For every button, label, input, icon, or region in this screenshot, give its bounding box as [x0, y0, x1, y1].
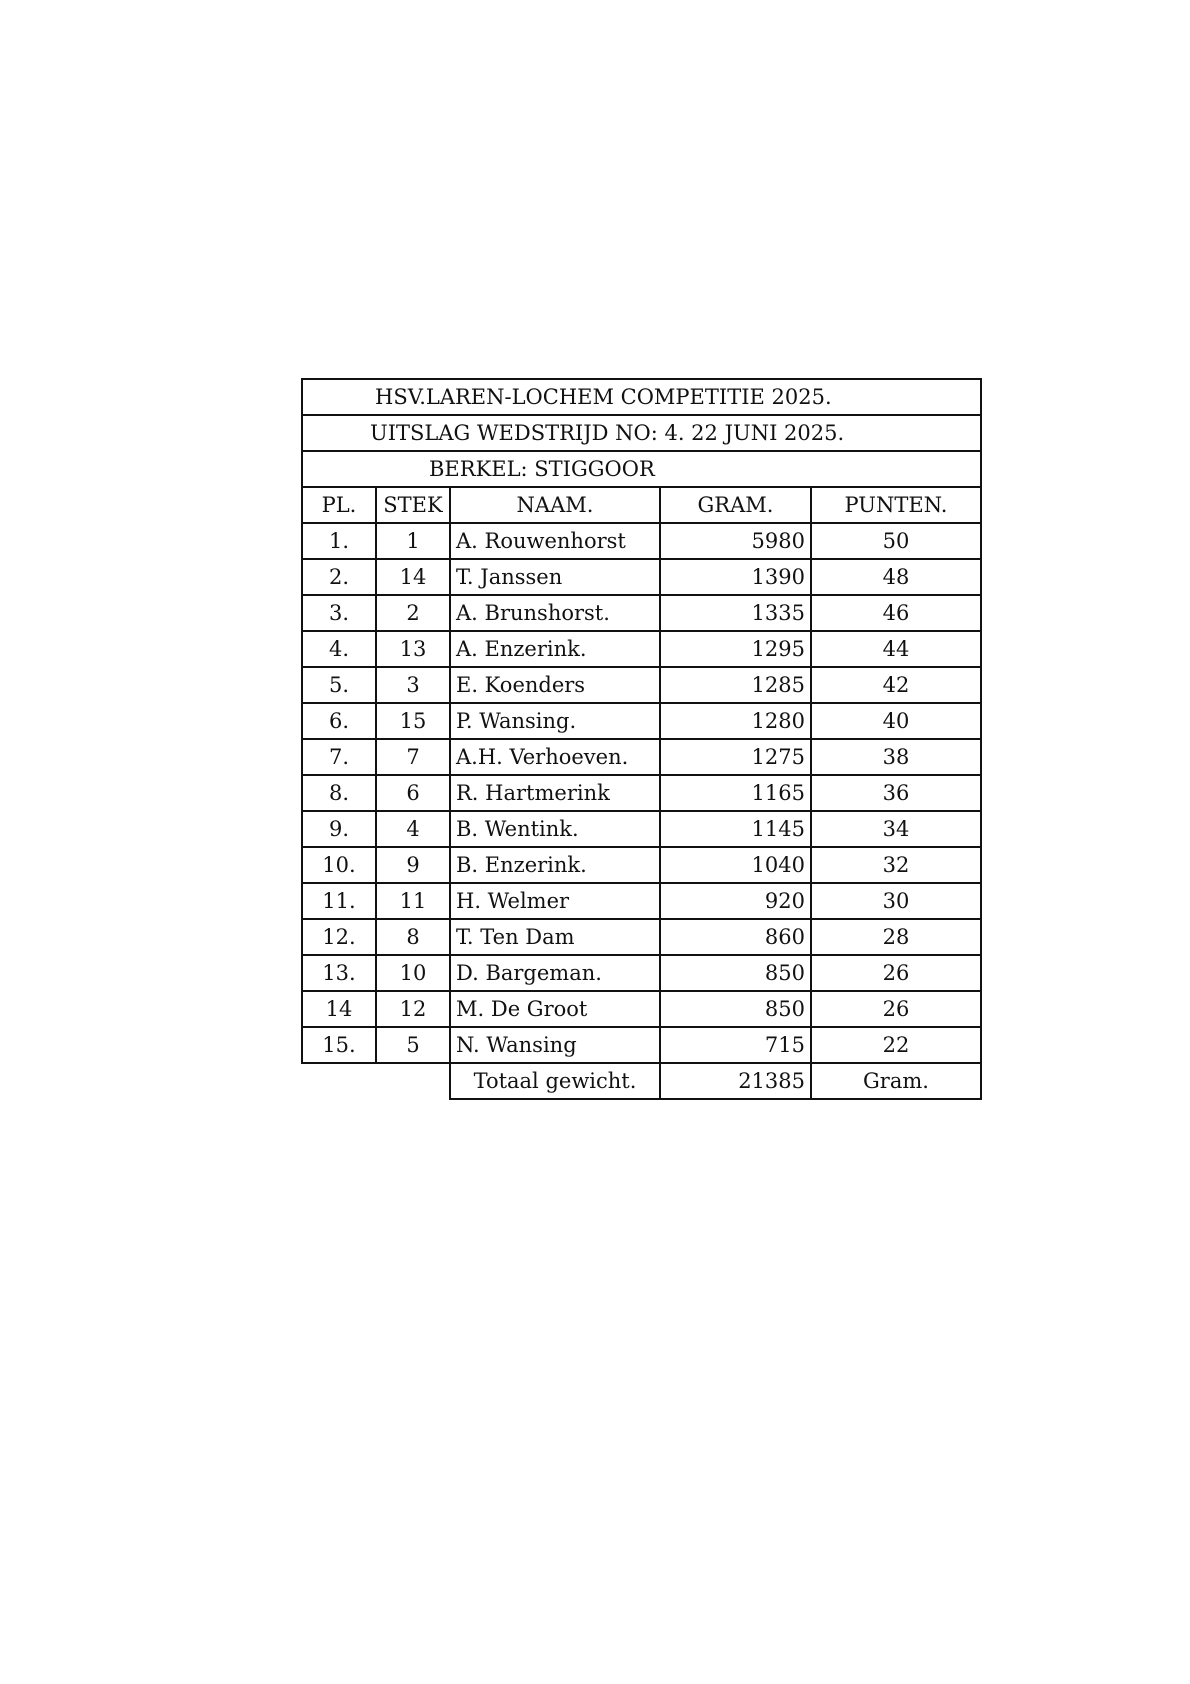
cell-stek: 13 — [376, 631, 450, 667]
cell-pl: 10. — [302, 847, 376, 883]
cell-gram: 1295 — [660, 631, 811, 667]
cell-punten: 30 — [811, 883, 981, 919]
cell-naam: A. Brunshorst. — [450, 595, 660, 631]
column-header-pl: PL. — [302, 487, 376, 523]
cell-stek: 9 — [376, 847, 450, 883]
cell-pl: 6. — [302, 703, 376, 739]
cell-pl: 4. — [302, 631, 376, 667]
cell-pl: 8. — [302, 775, 376, 811]
blank-cell — [302, 1063, 450, 1099]
total-unit: Gram. — [811, 1063, 981, 1099]
cell-stek: 1 — [376, 523, 450, 559]
cell-punten: 44 — [811, 631, 981, 667]
results-sheet — [301, 378, 982, 1100]
cell-gram: 860 — [660, 919, 811, 955]
total-value: 21385 — [660, 1063, 811, 1099]
cell-gram: 5980 — [660, 523, 811, 559]
cell-gram: 1040 — [660, 847, 811, 883]
cell-naam: T. Ten Dam — [450, 919, 660, 955]
cell-pl: 12. — [302, 919, 376, 955]
cell-punten: 42 — [811, 667, 981, 703]
cell-stek: 8 — [376, 919, 450, 955]
table-row — [302, 595, 981, 631]
cell-punten: 38 — [811, 739, 981, 775]
cell-naam: A. Enzerink. — [450, 631, 660, 667]
cell-pl: 15. — [302, 1027, 376, 1063]
cell-pl: 5. — [302, 667, 376, 703]
table-row — [302, 703, 981, 739]
cell-punten: 34 — [811, 811, 981, 847]
title-row — [302, 415, 981, 451]
cell-naam: R. Hartmerink — [450, 775, 660, 811]
table-row — [302, 883, 981, 919]
competition-title: HSV.LAREN-LOCHEM COMPETITIE 2025. — [302, 379, 981, 415]
cell-pl: 9. — [302, 811, 376, 847]
cell-stek: 14 — [376, 559, 450, 595]
cell-punten: 22 — [811, 1027, 981, 1063]
cell-naam: N. Wansing — [450, 1027, 660, 1063]
cell-stek: 15 — [376, 703, 450, 739]
table-row — [302, 559, 981, 595]
cell-stek: 5 — [376, 1027, 450, 1063]
cell-punten: 26 — [811, 991, 981, 1027]
table-row — [302, 631, 981, 667]
cell-pl: 11. — [302, 883, 376, 919]
cell-gram: 1275 — [660, 739, 811, 775]
table-row — [302, 523, 981, 559]
cell-gram: 850 — [660, 955, 811, 991]
cell-naam: B. Wentink. — [450, 811, 660, 847]
cell-punten: 48 — [811, 559, 981, 595]
table-row — [302, 667, 981, 703]
table-row — [302, 847, 981, 883]
cell-punten: 36 — [811, 775, 981, 811]
table-row — [302, 919, 981, 955]
results-table — [301, 378, 982, 1100]
title-row — [302, 379, 981, 415]
table-row — [302, 775, 981, 811]
cell-punten: 28 — [811, 919, 981, 955]
title-row — [302, 451, 981, 487]
cell-gram: 850 — [660, 991, 811, 1027]
cell-pl: 7. — [302, 739, 376, 775]
cell-naam: T. Janssen — [450, 559, 660, 595]
table-row — [302, 1027, 981, 1063]
cell-naam: P. Wansing. — [450, 703, 660, 739]
cell-naam: M. De Groot — [450, 991, 660, 1027]
cell-gram: 1165 — [660, 775, 811, 811]
cell-stek: 10 — [376, 955, 450, 991]
cell-punten: 26 — [811, 955, 981, 991]
cell-punten: 50 — [811, 523, 981, 559]
cell-pl: 13. — [302, 955, 376, 991]
cell-naam: H. Welmer — [450, 883, 660, 919]
cell-punten: 40 — [811, 703, 981, 739]
venue-title: BERKEL: STIGGOOR — [302, 451, 981, 487]
cell-stek: 2 — [376, 595, 450, 631]
cell-punten: 32 — [811, 847, 981, 883]
cell-naam: A.H. Verhoeven. — [450, 739, 660, 775]
cell-stek: 11 — [376, 883, 450, 919]
cell-stek: 12 — [376, 991, 450, 1027]
cell-naam: E. Koenders — [450, 667, 660, 703]
cell-pl: 14 — [302, 991, 376, 1027]
cell-pl: 3. — [302, 595, 376, 631]
column-header-gram: GRAM. — [660, 487, 811, 523]
column-header-stek: STEK — [376, 487, 450, 523]
cell-naam: D. Bargeman. — [450, 955, 660, 991]
cell-stek: 6 — [376, 775, 450, 811]
table-row — [302, 955, 981, 991]
cell-stek: 4 — [376, 811, 450, 847]
table-row — [302, 739, 981, 775]
cell-stek: 7 — [376, 739, 450, 775]
total-row — [302, 1063, 981, 1099]
cell-stek: 3 — [376, 667, 450, 703]
column-header-punten: PUNTEN. — [811, 487, 981, 523]
table-row — [302, 991, 981, 1027]
cell-pl: 1. — [302, 523, 376, 559]
cell-gram: 715 — [660, 1027, 811, 1063]
table-row — [302, 811, 981, 847]
cell-pl: 2. — [302, 559, 376, 595]
cell-gram: 1280 — [660, 703, 811, 739]
cell-gram: 1390 — [660, 559, 811, 595]
column-header-naam: NAAM. — [450, 487, 660, 523]
cell-naam: B. Enzerink. — [450, 847, 660, 883]
cell-punten: 46 — [811, 595, 981, 631]
cell-naam: A. Rouwenhorst — [450, 523, 660, 559]
header-row — [302, 487, 981, 523]
cell-gram: 1285 — [660, 667, 811, 703]
match-title: UITSLAG WEDSTRIJD NO: 4. 22 JUNI 2025. — [302, 415, 981, 451]
cell-gram: 1145 — [660, 811, 811, 847]
total-label: Totaal gewicht. — [450, 1063, 660, 1099]
cell-gram: 1335 — [660, 595, 811, 631]
cell-gram: 920 — [660, 883, 811, 919]
